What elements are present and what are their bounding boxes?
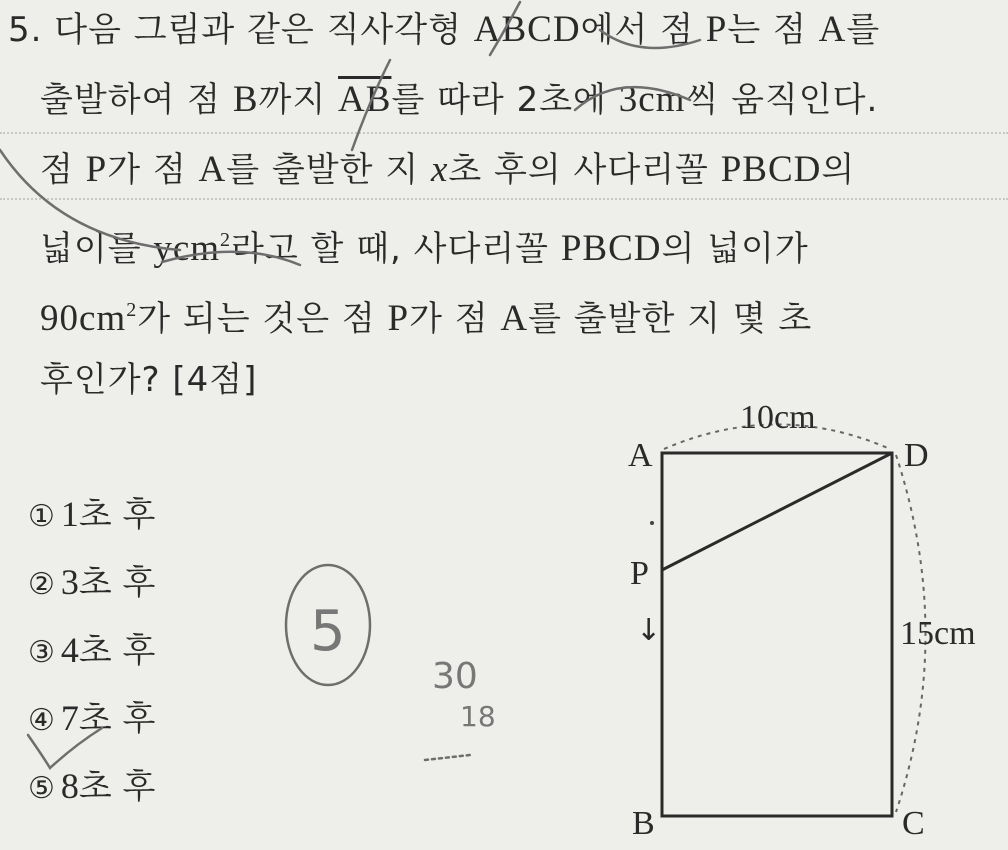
question-text: 가 되는 것은 점 (137, 299, 388, 339)
choice-number: 4 (60, 630, 79, 670)
exponent: 2 (126, 299, 138, 321)
point-label: P (85, 149, 108, 190)
exponent: 2 (220, 229, 232, 251)
right-dimension-label: 15cm (900, 615, 976, 652)
choice-marker: ③ (28, 635, 55, 670)
point-label: P (705, 9, 728, 50)
point-label: A (198, 149, 227, 190)
question-text: 5. 다음 그림과 같은 직사각형 (8, 10, 474, 50)
point-p-label: P (630, 555, 649, 592)
choice-marker: ④ (28, 703, 55, 738)
question-text: 점 (40, 150, 86, 190)
question-text: 가 점 (409, 299, 501, 339)
question-text: 를 출발한 지 몇 초 (528, 299, 813, 339)
question-text: 라고 할 때, 사다리꼴 (231, 229, 561, 269)
point-label: A (818, 9, 847, 50)
vertex-c-label: C (902, 805, 925, 842)
choice-text: 초 후 (78, 699, 156, 739)
question-text: 씩 움직인다. (685, 80, 879, 120)
area-variable: ycm (153, 228, 221, 269)
motion-dot (650, 521, 654, 525)
question-text: 는 점 (727, 10, 819, 50)
choice-number: 1 (60, 494, 79, 534)
segment-pd (662, 453, 892, 570)
question-text: 출발하여 점 (40, 80, 233, 120)
question-text: 까지 (258, 80, 339, 120)
question-text: 의 넓이가 (661, 229, 809, 269)
choice-text: 초 후 (78, 495, 156, 535)
trapezoid-label: PBCD (720, 149, 822, 190)
choice-text: 초 후 (78, 631, 156, 671)
question-text: 의 (821, 150, 856, 190)
pencil-stroke (600, 30, 700, 48)
pencil-stroke (425, 755, 470, 760)
pencil-stroke (352, 60, 390, 150)
trapezoid-label: PBCD (560, 228, 662, 269)
choice-number: 8 (60, 766, 79, 806)
question-text: 가 점 (107, 150, 199, 190)
pencil-stroke (490, 2, 520, 55)
point-label: A (500, 298, 529, 339)
point-label: P (387, 298, 410, 339)
area-value: 90cm (40, 298, 127, 339)
handwritten-note: 30 (432, 656, 478, 697)
variable-x: x (430, 149, 449, 190)
handwritten-answer: 5 (310, 599, 346, 664)
pencil-marks (0, 2, 700, 768)
question-text: 후인가? [4점] (40, 360, 258, 400)
question-text: 를 (846, 10, 881, 50)
rectangle-abcd (662, 453, 892, 816)
rectangle-figure (650, 425, 926, 817)
pencil-stroke (0, 150, 180, 250)
vertex-a-label: A (628, 437, 653, 474)
choice-number: 3 (60, 562, 79, 602)
choice-number: 7 (60, 698, 79, 738)
vertex-b-label: B (632, 805, 655, 842)
handwritten-note: 18 (460, 700, 496, 733)
down-arrow-icon: ↓ (636, 613, 662, 648)
question-text: 초 후의 사다리꼴 (448, 150, 721, 190)
pencil-stroke (162, 252, 300, 265)
speed-value: 3cm (618, 79, 686, 120)
choice-text: 초 후 (78, 563, 156, 603)
question-text: 를 출발한 지 (226, 150, 431, 190)
top-dimension-label: 10cm (740, 399, 816, 436)
choice-text: 초 후 (78, 767, 156, 807)
choice-marker: ① (28, 499, 55, 534)
choice-marker: ⑤ (28, 771, 55, 806)
choice-marker: ② (28, 567, 55, 602)
pencil-stroke (575, 87, 690, 110)
question-text: 를 따라 2초에 (391, 80, 619, 120)
point-label: B (232, 79, 259, 120)
segment-label: $\overline{AB}$ (338, 79, 392, 120)
question-text: 에서 점 (580, 10, 706, 50)
question-text: 넓이를 (40, 229, 154, 269)
checkmark-icon (28, 728, 102, 768)
rect-label: ABCD (473, 9, 581, 50)
vertex-d-label: D (904, 437, 929, 474)
